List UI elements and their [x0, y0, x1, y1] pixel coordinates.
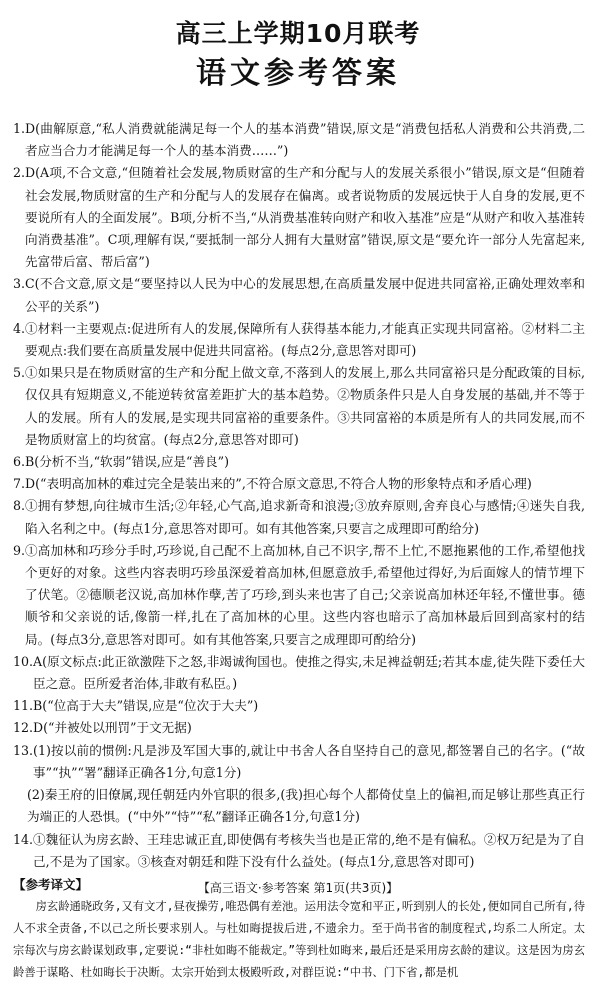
item-number: 13. [13, 742, 34, 758]
reference-heading: 【参考译文】 [13, 876, 89, 892]
answer-title: 语文参考答案 [196, 56, 400, 91]
page-footer: 【高三语文·参考答案 第1页(共3页)】 [197, 881, 399, 895]
title-block [0, 18, 596, 94]
item-text: D(“并被处以刑罚”于文无据) [33, 720, 192, 736]
item-text: ①材料一主要观点:促进所有人的发展,保障所有人获得基本能力,才能真正实现共同富裕。②材料二主要观点:我们要在高质量发展中促进共同富裕。(每点2分,意思答对即可) [25, 320, 585, 359]
answer-item-11 [13, 695, 585, 717]
item-text: D(曲解原意,“私人消费就能满足每一个人的基本消费”错误,原文是“消费包括私人消费和公共消费,二者应当合力才能满足每一个人的基本消费……”) [25, 121, 585, 159]
answer-item-3 [13, 273, 585, 317]
item-text: B(“位高于大夫”错误,应是“位次于大夫”) [33, 698, 259, 714]
item-text: C(不合文意,原文是“要坚持以人民为中心的发展思想,在高质量发展中促进共同富裕,正确处理效率和公平的关系”) [25, 276, 585, 314]
answer-item-1 [13, 118, 585, 162]
answer-item-4 [13, 318, 585, 362]
item-text: ①魏征认为房玄龄、王珪忠诚正直,即使偶有考核失当也是正常的,绝不是有偏私。②权万纪是为了自己,不是为了国家。③核查对朝廷和陛下没有什么益处。(每点1分,意思答对即可) [33, 831, 585, 869]
item-text: B(分析不当,“软弱”错误,应是“善良”) [25, 454, 229, 470]
item-number: 12. [13, 720, 34, 736]
item-text: D(A项,不合文意,“但随着社会发展,物质财富的生产和分配与人的发展关系很小”错误,原文是“但随着社会发展,物质财富的生产和分配与人的发展存在偏离。或者说物质的发展远快于人自身的发展,更不要说所有人的全面发展”。B项,分析不当,“从消费基准转向财产和收入基准”应是“从财产和收入基准转向消费基准”。C项,理解有误,“要抵制一部分人拥有大量财富”错误,原文是“要允许一部分人先富起来,先富带后富、帮后富”) [25, 165, 585, 270]
answer-item-10 [13, 651, 585, 695]
answer-item-9 [13, 540, 585, 651]
item-text: ①高加林和巧珍分手时,巧珍说,自己配不上高加林,自己不识字,帮不上忙,不愿拖累他的工作,希望他找个更好的对象。这些内容表明巧珍虽深爱着高加林,但愿意放手,希望他过得好,为后面嫁人的情节埋下了伏笔。②德顺老汉说,高加林作孽,苦了巧珍,到头来也害了自己;父亲说高加林还年轻,不懂世事。德顺爷和父亲说的话,像箭一样,扎在了高加林的心里。这些内容也暗示了高加林最后回到高家村的结局。(每点3分,意思答对即可。如有其他答案,只要言之成理即可酌给分) [25, 542, 585, 647]
answer-item-14 [13, 829, 585, 873]
item-number: 14. [13, 831, 34, 847]
item-number: 8. [13, 498, 26, 514]
item-text: D(“表明高加林的难过完全是装出来的”,不符合原文意思,不符合人物的形象特点和矛盾心理) [25, 476, 532, 492]
item-number: 7. [13, 476, 26, 492]
item-number: 6. [13, 454, 26, 470]
answer-item-7 [13, 473, 585, 495]
answer-item-12 [13, 717, 585, 739]
item-text: (1)按以前的惯例:凡是涉及军国大事的,就让中书舍人各自坚持自己的意见,都签署自己的名字。(“故事”“执”“署”翻译正确各1分,句意1分) [33, 742, 585, 780]
reference-translation: 房玄龄通晓政务,又有文才,昼夜操劳,唯恐偶有差池。运用法令宽和平正,听到别人的长处,便如同自己所有,待人不求全责备,不以己之所长要求别人。与杜如晦提拔后进,不遗余力。至于尚书省的制度程式,均系二人所定。太宗每次与房玄龄谋划政事,定要说:“非杜如晦不能裁定。”等到杜如晦来,最后还是采用房玄龄的建议。这是因为房玄龄善于谋略、杜如晦长于决断。太宗开始到太极殿听政,对群臣说:“中书、门下省,都是机 [13, 900, 585, 980]
answer-item-13 [13, 740, 585, 784]
answer-item-6 [13, 451, 585, 473]
item-text: ①拥有梦想,向往城市生活;②年轻,心气高,追求新奇和浪漫;③放弃原则,舍弃良心与感情;④迷失自我,陷入名利之中。(每点1分,意思答对即可。如有其他答案,只要言之成理即可酌给分) [25, 498, 585, 536]
answer-item-5 [13, 362, 585, 451]
answer-content [13, 118, 585, 984]
answer-item-2 [13, 162, 585, 273]
item-number: 9. [13, 542, 26, 558]
item-text: ①如果只是在物质财富的生产和分配上做文章,不落到人的发展上,那么共同富裕只是分配政策的目标,仅仅具有短期意义,不能逆转贫富差距扩大的基本趋势。②物质条件只是人自身发展的基础,并不等于人的发展。所有人的发展,是实现共同富裕的重要条件。③共同富裕的本质是所有人的共同发展,而不是物质财富上的均贫富。(每点2分,意思答对即可) [25, 365, 585, 447]
answer-item-8 [13, 495, 585, 539]
exam-title: 高三上学期10月联考 [175, 19, 421, 48]
item-number: 10. [13, 653, 34, 669]
item-number: 1. [13, 121, 26, 136]
item-number: 5. [13, 365, 26, 381]
item-number: 4. [13, 320, 26, 336]
item-number: 2. [13, 165, 26, 181]
item-number: 3. [13, 276, 26, 292]
item-text: A(原文标点:此正欲激陛下之怒,非竭诚徇国也。使推之得实,未足裨益朝廷;若其本虚,徒失陛下委任大臣之意。臣所爱者治体,非敢有私臣。) [33, 653, 585, 692]
item-number: 11. [13, 698, 34, 714]
answer-item-13-part-2: (2)秦王府的旧僚属,现任朝廷内外官职的很多,(我)担心每个人都倚仗皇上的偏袒,而足够让那些真正行为端正的人恐惧。(“中外”“恃”“私”翻译正确各1分,句意1分) [27, 787, 585, 825]
